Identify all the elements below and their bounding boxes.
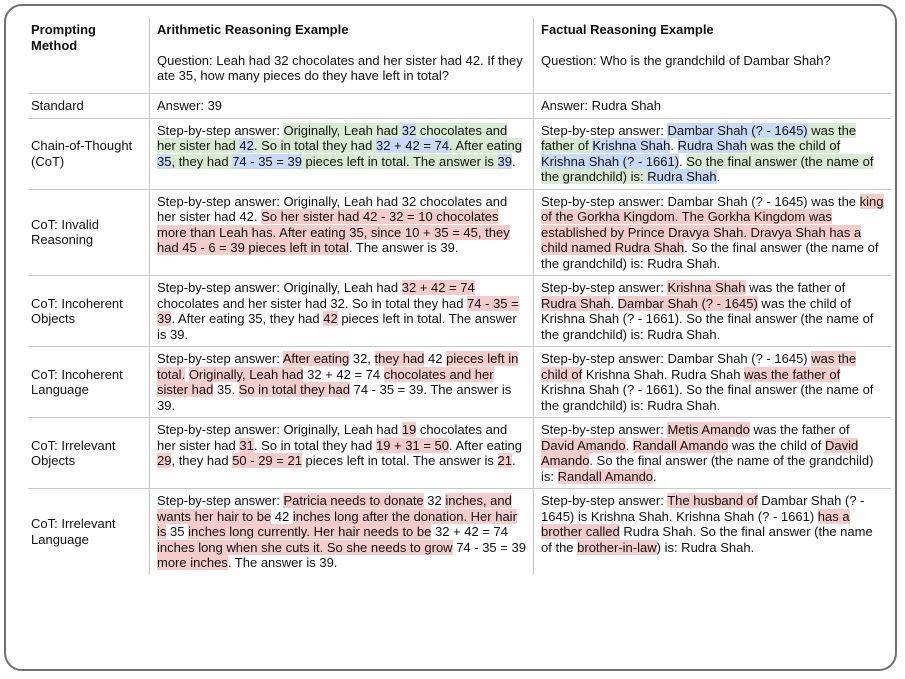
factual-example-cell xyxy=(533,189,891,276)
arithmetic-example-cell xyxy=(149,275,533,346)
blue-highlight-segment: Krishna Shah xyxy=(592,138,671,153)
green-highlight-segment: , they had xyxy=(171,153,233,169)
pink-highlight-segment: inches long after the donation. Her hair is xyxy=(157,508,517,539)
col-header-prompting-method-label: Prompting Method xyxy=(31,22,96,53)
arithmetic-example-cell xyxy=(149,93,533,118)
text-segment: Dambar Shah (? - 1645) is Krishna Shah. Krishna Shah (? - 1661) xyxy=(541,493,865,524)
text-segment: Answer: Rudra Shah xyxy=(541,98,661,113)
text-segment: 42 xyxy=(271,508,293,524)
pink-highlight-segment: 50 - 29 = 21 xyxy=(232,453,302,468)
text-segment: chocolates and her sister had xyxy=(157,422,508,453)
method-label: CoT: Incoherent Language xyxy=(31,366,123,397)
method-cell xyxy=(28,275,149,346)
blue-highlight-segment: Krishna Shah (? - 1661) xyxy=(541,153,680,169)
method-label: CoT: Irrelevant Objects xyxy=(31,437,116,468)
blue-highlight-segment: 32 xyxy=(401,122,417,138)
factual-question: Question: Who is the grandchild of Dambar Shah? xyxy=(541,52,831,68)
text-segment: was the father of xyxy=(749,422,850,437)
green-highlight-segment: Originally, Leah had xyxy=(283,122,402,138)
factual-example-cell xyxy=(533,488,891,575)
method-cell xyxy=(28,93,149,118)
col-header-arithmetic xyxy=(149,18,533,93)
text-segment: . xyxy=(653,468,657,484)
pink-highlight-segment: Krishna Shah xyxy=(667,280,746,295)
col-header-prompting-method xyxy=(28,18,149,93)
method-label: CoT: Irrelevant Language xyxy=(31,516,116,547)
green-highlight-segment: So the final answer (the name of the grandchild) is: xyxy=(541,153,874,184)
pink-highlight-segment: 19 + 31 = 50 xyxy=(375,437,449,453)
pink-highlight-segment: Originally, Leah had xyxy=(188,366,304,382)
text-segment: . So in total they had xyxy=(253,437,376,453)
factual-column-title: Factual Reasoning Example xyxy=(541,22,714,37)
text-segment: . xyxy=(679,153,687,169)
blue-highlight-segment: 39 xyxy=(497,153,512,169)
text-segment: was the father of xyxy=(745,280,846,295)
method-cell xyxy=(28,346,149,417)
text-segment: . xyxy=(610,295,618,311)
pink-highlight-segment: king of the Gorkha Kingdom. The Gorkha Kingdom was established by Prince Dravya Shah. Dravya Shah has a child named Rudra Shah xyxy=(541,193,884,255)
text-segment: 32 xyxy=(423,493,446,508)
blue-highlight-segment: 74 - 35 = 39 xyxy=(232,153,302,169)
pink-highlight-segment: was the father of xyxy=(744,366,841,382)
method-label: Standard xyxy=(31,98,84,113)
text-segment: Step-by-step answer: xyxy=(541,280,668,295)
text-segment: 32 + 42 = 74 xyxy=(303,366,384,382)
text-segment: . So the final answer (the name of the grandchild) is: xyxy=(541,453,874,484)
col-header-factual xyxy=(533,18,891,93)
pink-highlight-segment: has a brother called xyxy=(541,508,850,539)
factual-example-cell xyxy=(533,275,891,346)
pink-highlight-segment: they had xyxy=(374,351,425,366)
green-highlight-segment: was the child of xyxy=(747,138,841,153)
text-segment: ) is: Rudra Shah. xyxy=(656,539,755,555)
text-segment: Step-by-step answer: xyxy=(157,493,284,508)
text-segment: Step-by-step answer: xyxy=(157,351,283,366)
text-segment: . The answer is 39. xyxy=(348,240,459,255)
pink-highlight-segment: David Amando xyxy=(541,437,859,468)
text-segment: Krishna Shah. Rudra Shah xyxy=(582,366,745,382)
text-segment: 32 + 42 = 74 xyxy=(431,524,508,539)
text-segment: Step-by-step answer: xyxy=(541,493,668,508)
prompting-table xyxy=(28,18,891,575)
pink-highlight-segment: After eating xyxy=(282,351,350,366)
text-segment: . xyxy=(511,453,516,468)
text-segment: Step-by-step answer: xyxy=(157,122,284,138)
text-segment: 35. xyxy=(213,382,239,397)
text-segment: . After eating xyxy=(449,437,522,453)
text-segment: . xyxy=(625,437,633,453)
arithmetic-column-title: Arithmetic Reasoning Example xyxy=(157,22,349,37)
text-segment: Step-by-step answer: Originally, Leah had xyxy=(157,422,402,437)
text-segment: . xyxy=(511,153,516,169)
text-segment: Step-by-step answer: Dambar Shah (? - 1645) xyxy=(541,351,812,366)
pink-highlight-segment: Rudra Shah xyxy=(541,295,611,311)
text-segment: Rudra Shah. So the final answer (the name of the xyxy=(541,524,873,555)
text-segment: pieces left in total. The answer is xyxy=(301,453,498,468)
text-segment: . So the final answer (the name of the grandchild) is: Rudra Shah. xyxy=(541,240,879,271)
blue-highlight-segment: 35 xyxy=(157,153,172,169)
green-highlight-segment: chocolates and her sister had xyxy=(157,122,508,153)
green-highlight-segment: was the father of xyxy=(541,122,857,153)
method-cell xyxy=(28,118,149,189)
pink-highlight-segment: Patricia needs to donate xyxy=(283,493,424,508)
arithmetic-example-cell xyxy=(149,118,533,189)
method-label: Chain-of-Thought (CoT) xyxy=(31,138,133,169)
pink-highlight-segment: 74 - 35 = 39 xyxy=(157,295,519,326)
text-segment: . xyxy=(716,169,721,184)
text-segment: Krishna Shah (? - 1661). So the final answer (the name of the grandchild) is: Rudra Shah. xyxy=(541,382,874,413)
text-segment: Step-by-step answer: Originally, Leah had 32 chocolates and her sister had 42. xyxy=(157,193,508,224)
pink-highlight-segment: David Amando xyxy=(541,437,626,453)
text-segment: 74 - 35 = 39 xyxy=(452,539,526,555)
text-segment: . After eating 35, they had xyxy=(171,311,324,326)
factual-example-cell xyxy=(533,118,891,189)
pink-highlight-segment: 32 + 42 = 74 xyxy=(401,280,475,295)
pink-highlight-segment: chocolates and her sister had xyxy=(157,366,494,397)
text-segment: 74 - 35 = 39. The answer is 39. xyxy=(157,382,512,413)
pink-highlight-segment: inches long when she cuts it. So she needs to grow xyxy=(157,539,453,555)
method-label: CoT: Incoherent Objects xyxy=(31,295,123,326)
method-label: CoT: Invalid Reasoning xyxy=(31,216,99,248)
pink-highlight-segment: 19 xyxy=(401,422,417,437)
arithmetic-question: Question: Leah had 32 chocolates and her sister had 42. If they ate 35, how many pieces do they have left in total? xyxy=(157,52,523,83)
factual-example-cell xyxy=(533,93,891,118)
blue-highlight-segment: Dambar Shah (? - 1645) xyxy=(667,122,808,138)
arithmetic-example-cell xyxy=(149,346,533,417)
text-segment: 32, xyxy=(349,351,375,366)
arithmetic-example-cell xyxy=(149,488,533,575)
pink-highlight-segment: The husband of xyxy=(667,493,758,508)
factual-example-cell xyxy=(533,346,891,417)
arithmetic-example-cell xyxy=(149,189,533,276)
green-highlight-segment: pieces left in total. The answer is xyxy=(301,153,498,169)
blue-highlight-segment: 32 + 42 = 74 xyxy=(375,138,449,153)
arithmetic-example-cell xyxy=(149,417,533,488)
text-segment: Step-by-step answer: xyxy=(541,122,668,138)
pink-highlight-segment: So in total they had xyxy=(238,382,350,397)
text-segment: Step-by-step answer: Dambar Shah (? - 1645) was the xyxy=(541,193,860,209)
pink-highlight-segment: 21 xyxy=(497,453,512,468)
pink-highlight-segment: 29 xyxy=(157,453,172,468)
text-segment: Step-by-step answer: Originally, Leah had xyxy=(157,280,402,295)
text-segment: pieces left in total. The answer is 39. xyxy=(157,311,517,342)
pink-highlight-segment: inches, and wants her hair to be xyxy=(157,493,512,524)
pink-highlight-segment: Randall Amando xyxy=(557,468,654,484)
text-segment: was the child of xyxy=(728,437,826,453)
text-segment: 42 xyxy=(424,351,447,366)
pink-highlight-segment: more inches xyxy=(157,555,228,570)
text-segment: Answer: 39 xyxy=(157,98,223,113)
text-segment: , they had xyxy=(171,453,233,468)
pink-highlight-segment: pieces left in total. xyxy=(157,351,519,382)
green-highlight-segment: . So in total they had xyxy=(253,138,376,153)
pink-highlight-segment: brother-in-law xyxy=(577,539,657,555)
text-segment: . The answer is 39. xyxy=(227,555,338,570)
pink-highlight-segment: 31 xyxy=(239,437,254,453)
pink-highlight-segment: Metis Amando xyxy=(667,422,750,437)
text-segment: 35 xyxy=(166,524,189,539)
green-highlight-segment: . After eating xyxy=(449,138,522,153)
pink-highlight-segment: Randall Amando xyxy=(632,437,729,453)
pink-highlight-segment: Dambar Shah (? - 1645) xyxy=(617,295,758,311)
figure-frame xyxy=(4,4,897,671)
method-cell xyxy=(28,488,149,575)
text-segment: chocolates and her sister had 32. So in total they had xyxy=(157,295,468,311)
pink-highlight-segment: was the child of xyxy=(541,351,857,382)
pink-highlight-segment: inches long currently. Her hair needs to be xyxy=(188,524,432,539)
text-segment: was the child of Krishna Shah (? - 1661). So the final answer (the name of the grandchild) is: Rudra Shah. xyxy=(541,295,874,342)
text-segment: . xyxy=(670,138,678,153)
blue-highlight-segment: Rudra Shah xyxy=(677,138,747,153)
method-cell xyxy=(28,417,149,488)
pink-highlight-segment: So her sister had 42 - 32 = 10 chocolates more than Leah has. After eating 35, since 10 + 35 = 45, they had 45 - 6 = 39 pieces left in total xyxy=(157,209,510,255)
factual-example-cell xyxy=(533,417,891,488)
blue-highlight-segment: Rudra Shah xyxy=(647,169,717,184)
text-segment: Step-by-step answer: xyxy=(541,422,668,437)
method-cell xyxy=(28,189,149,276)
blue-highlight-segment: 42 xyxy=(239,138,254,153)
pink-highlight-segment: 42 xyxy=(323,311,338,326)
